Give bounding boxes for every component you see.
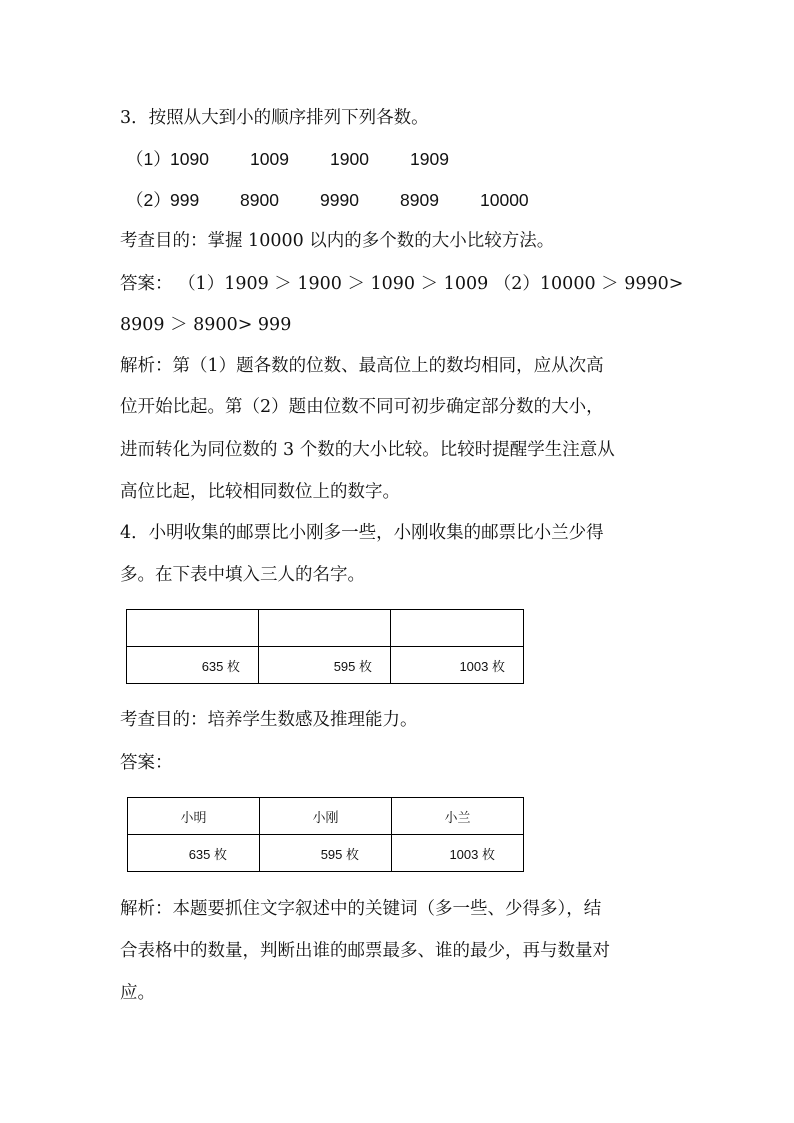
q4-answer-label: 答案：: [120, 753, 173, 773]
q4-title-line: 多。在下表中填入三人的名字。: [120, 565, 365, 585]
q3-row1-label: （1）: [126, 149, 171, 169]
count-cell: 595 枚: [259, 647, 391, 684]
q4-analysis-line: 应。: [120, 983, 155, 1003]
table-row: [127, 647, 524, 684]
count-cell: 635 枚: [127, 647, 259, 684]
q3-row2-num: 8909: [400, 190, 439, 210]
table-row: [128, 798, 524, 835]
count-cell: 635 枚: [128, 835, 260, 872]
q3-row1-num: 1009: [250, 149, 289, 169]
q3-row1-num: 1909: [410, 149, 449, 169]
q4-analysis-line: 解析：本题要抓住文字叙述中的关键词（多一些、少得多），结: [120, 899, 602, 919]
q4-title-line: 4．小明收集的邮票比小刚多一些，小刚收集的邮票比小兰少得: [120, 523, 604, 543]
table-row: [127, 610, 524, 647]
name-cell-blank: [127, 610, 259, 647]
q3-row2: [126, 189, 529, 212]
q3-row2-num: 999: [170, 190, 200, 210]
q3-row1-num: 1090: [170, 149, 209, 169]
q3-analysis-line: 进而转化为同位数的 3 个数的大小比较。比较时提醒学生注意从: [120, 440, 615, 460]
q4-blank-table: [126, 609, 524, 684]
name-cell: 小刚: [260, 798, 392, 835]
q3-row2-label: （2）: [126, 190, 171, 210]
q3-answer-line1: 答案： （1）1909 ＞ 1900 ＞ 1090 ＞ 1009 （2）10000 ＞ 9990>: [120, 274, 684, 294]
table-row: [128, 835, 524, 872]
q3-row1-num: 1900: [330, 149, 369, 169]
q3-analysis-line: 解析：第（1）题各数的位数、最高位上的数均相同，应从次高: [120, 356, 604, 376]
q3-answer-line2: 8909 ＞ 8900> 999: [120, 315, 292, 335]
q3-row2-num: 10000: [480, 190, 529, 210]
name-cell: 小明: [128, 798, 260, 835]
q3-analysis-line: 位开始比起。第（2）题由位数不同可初步确定部分数的大小，: [120, 397, 604, 417]
q3-row1: [126, 148, 449, 171]
q3-aim: 考查目的：掌握 10000 以内的多个数的大小比较方法。: [120, 231, 555, 251]
q4-aim: 考查目的：培养学生数感及推理能力。: [120, 710, 418, 730]
name-cell: 小兰: [392, 798, 524, 835]
count-cell: 1003 枚: [391, 647, 524, 684]
name-cell-blank: [259, 610, 391, 647]
q3-row2-num: 8900: [240, 190, 279, 210]
q4-answer-table: [127, 797, 524, 872]
name-cell-blank: [391, 610, 524, 647]
count-cell: 1003 枚: [392, 835, 524, 872]
q3-title: 3．按照从大到小的顺序排列下列各数。: [120, 108, 429, 128]
q4-analysis-line: 合表格中的数量，判断出谁的邮票最多、谁的最少，再与数量对: [120, 941, 610, 961]
q3-analysis-line: 高位比起，比较相同数位上的数字。: [120, 482, 400, 502]
q3-row2-num: 9990: [320, 190, 359, 210]
count-cell: 595 枚: [260, 835, 392, 872]
